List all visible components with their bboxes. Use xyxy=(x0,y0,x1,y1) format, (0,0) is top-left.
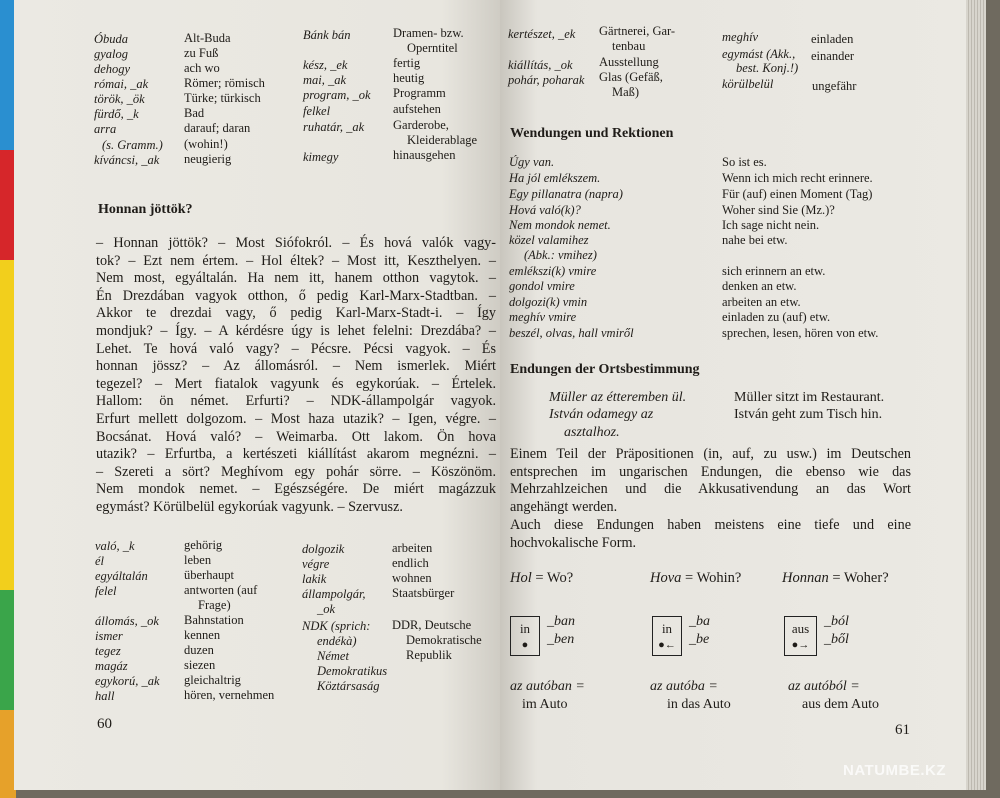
explanation-paragraph-2 xyxy=(510,517,911,552)
vocab-hungarian: való, _k xyxy=(95,539,135,553)
location-dot-icon: ●→ xyxy=(791,639,810,651)
phrase-german: sprechen, lesen, hören von etw. xyxy=(722,326,879,340)
vocab-german: antworten (auf xyxy=(184,583,258,597)
vocab-german: Frage) xyxy=(198,598,231,612)
vocab-hungarian: lakik xyxy=(302,572,327,586)
phrase-hungarian: Hová való(k)? xyxy=(509,203,581,217)
phrase-german: sich erinnern an etw. xyxy=(722,264,826,278)
ending-back-vowel: _ban xyxy=(547,614,575,629)
ending-front-vowel: _be xyxy=(689,632,710,647)
box-word: aus xyxy=(791,621,810,636)
vocab-german: Römer; römisch xyxy=(184,76,265,90)
phrase-hungarian: meghív vmire xyxy=(509,310,577,324)
vocab-german: Türke; türkisch xyxy=(184,91,261,105)
left-page xyxy=(14,0,500,790)
phrase-hungarian: emlékszi(k) vmire xyxy=(509,264,597,278)
auto-hungarian: az autóban = xyxy=(510,679,585,694)
vocab-hungarian: állampolgár, xyxy=(302,587,366,601)
phrase-hungarian: Úgy van. xyxy=(509,155,555,169)
vocab-german: Gärtnerei, Gar- xyxy=(599,24,676,38)
dialog-line: Lehet. Te hová való vagy? – Pécsre. Pécsi vagyok. – És xyxy=(96,340,496,357)
ending-back-vowel: _ba xyxy=(689,614,710,629)
example-hungarian: Müller az étteremben ül. xyxy=(549,390,687,405)
dialog-line: egymást? Körülbelül egykorúak vagyunk. – Szervusz. xyxy=(96,498,403,515)
endings-heading: Endungen der Ortsbestimmung xyxy=(510,362,700,377)
vocab-german: Alt-Buda xyxy=(184,31,231,45)
vocab-hungarian: kiállítás, _ok xyxy=(508,58,573,72)
vocab-hungarian: dehogy xyxy=(94,62,131,76)
dialog-line: Akkor te drezdai vagy, ő pedig Karl-Marx-Stadt-i. – Így xyxy=(96,305,496,322)
vocab-german: neugierig xyxy=(184,152,232,166)
phrase-hungarian: (Abk.: vmihez) xyxy=(524,248,597,262)
vocab-german: Maß) xyxy=(612,85,640,99)
auto-hungarian: az autóból = xyxy=(788,679,860,694)
right-page xyxy=(500,0,966,790)
vocab-german: arbeiten xyxy=(392,541,433,555)
phrases-heading: Wendungen und Rektionen xyxy=(510,126,674,141)
dialog-line: mondjuk? – Így. – A kérdésre úgy is lehet felelni: Drezdába? – xyxy=(96,322,496,339)
vocab-german: siezen xyxy=(184,658,216,672)
vocab-hungarian: Demokratikus xyxy=(317,664,388,678)
vocab-hungarian: best. Konj.!) xyxy=(736,61,799,75)
vocab-hungarian: török, _ök xyxy=(94,92,145,106)
paragraph-line: hochvokalische Form. xyxy=(510,534,637,551)
example-german: István geht zum Tisch hin. xyxy=(734,407,883,422)
ending-front-vowel: _ből xyxy=(824,632,849,647)
phrase-german: einladen zu (auf) etw. xyxy=(722,310,831,324)
vocab-german: DDR, Deutsche xyxy=(392,618,472,632)
vocab-hungarian: kész, _ek xyxy=(303,58,348,72)
vocab-hungarian: Óbuda xyxy=(94,32,129,46)
vocab-hungarian: egyáltalán xyxy=(95,569,148,583)
dialog-line: Nem mondok nemet. – Egészségére. De miért magázzuk xyxy=(96,481,496,498)
phrase-hungarian: Ha jól emlékszem. xyxy=(509,171,601,185)
dialog-line: Hallom: ön német. Erfurti? – NDK-állampolgár vagyok. xyxy=(96,393,496,410)
vocab-hungarian: meghív xyxy=(722,30,759,44)
vocab-german: Dramen- bzw. xyxy=(393,26,464,40)
vocab-german: endlich xyxy=(392,556,429,570)
dialog-heading: Honnan jöttök? xyxy=(98,202,193,217)
vocab-german: wohnen xyxy=(392,571,432,585)
dialog-line: tok? – Ezt nem értem. – Hol éltek? – Most itt, Keszthelyen. – xyxy=(96,252,496,269)
vocab-german: Kleiderablage xyxy=(407,133,478,147)
phrase-hungarian: dolgozi(k) vmin xyxy=(509,295,588,309)
vocab-hungarian: pohár, poharak xyxy=(508,73,585,87)
vocab-german: darauf; daran xyxy=(184,121,251,135)
vocab-german: Demokratische xyxy=(406,633,482,647)
vocab-german: gleichaltrig xyxy=(184,673,241,687)
vocab-german: tenbau xyxy=(612,39,646,53)
vocab-hungarian: állomás, _ok xyxy=(95,614,159,628)
vocab-german: duzen xyxy=(184,643,214,657)
vocab-german: ach wo xyxy=(184,61,220,75)
vocab-german: Programm xyxy=(393,86,446,100)
phrase-german: Wenn ich mich recht erinnere. xyxy=(722,171,873,185)
vocab-german: Garderobe, xyxy=(393,118,449,132)
question-word xyxy=(782,570,889,587)
vocab-german: fertig xyxy=(393,56,421,70)
vocab-hungarian: NDK (sprich: xyxy=(302,619,371,633)
vocab-hungarian: hall xyxy=(95,689,115,703)
vocab-hungarian: ismer xyxy=(95,629,123,643)
vocab-german: kennen xyxy=(184,628,221,642)
vocab-german: heutig xyxy=(393,71,425,85)
vocab-hungarian: gyalog xyxy=(94,47,129,61)
ending-box xyxy=(652,616,682,656)
dialog-line: – Szereti a sört? Meghívom egy pohár sörre. – Köszönöm. xyxy=(96,463,496,480)
example-german: Müller sitzt im Restaurant. xyxy=(734,390,885,405)
page-number-right: 61 xyxy=(895,722,910,738)
watermark-text: NATUMBE.KZ xyxy=(843,762,947,779)
paragraph-line: Einem Teil der Präpositionen (in, auf, zu usw.) im Deutschen xyxy=(510,446,911,462)
question-german: = Wo? xyxy=(535,570,574,586)
vocab-german: Ausstellung xyxy=(599,55,659,69)
vocab-german: leben xyxy=(184,553,212,567)
auto-german: aus dem Auto xyxy=(802,697,879,712)
page-edges xyxy=(966,0,986,790)
vocab-hungarian: (s. Gramm.) xyxy=(102,138,163,152)
dialog-line: utazik? – Erfurtba, a kertészeti kiállítást akarom megnézni. – xyxy=(96,446,496,463)
question-hungarian: Honnan xyxy=(782,570,833,586)
dialog-line: – Honnan jöttök? – Most Siófokról. – És hová valók vagy- xyxy=(96,235,496,251)
dialog-line: Erfurt mellett dolgozom. – Most haza utazik? – Igen, végre. – xyxy=(96,410,496,427)
vocab-hungarian: egymást (Akk., xyxy=(722,47,796,61)
location-dot-icon: ● xyxy=(521,639,529,651)
vocab-hungarian: felkel xyxy=(303,104,331,118)
paragraph-line: Auch diese Endungen haben meistens eine tiefe und eine xyxy=(510,517,911,533)
phrase-hungarian: Nem mondok nemet. xyxy=(509,218,611,232)
question-word xyxy=(650,570,741,587)
ending-box xyxy=(784,616,817,656)
vocab-german: (wohin!) xyxy=(184,137,228,151)
phrase-german: nahe bei etw. xyxy=(722,233,788,247)
ending-box xyxy=(510,616,540,656)
vocab-hungarian: _ok xyxy=(317,602,336,616)
vocab-hungarian: fürdő, _k xyxy=(94,107,139,121)
vocab-hungarian: körülbelül xyxy=(722,77,774,91)
page-number-left: 60 xyxy=(97,716,112,732)
paragraph-line: Mehrzahlzeichen und die Akkusativendung an das Wort xyxy=(510,481,911,498)
vocab-hungarian: ruhatár, _ak xyxy=(303,120,365,134)
explanation-paragraph xyxy=(510,446,911,516)
vocab-german: Bahnstation xyxy=(184,613,244,627)
location-dot-icon: ●← xyxy=(658,639,676,651)
vocab-german: Operntitel xyxy=(407,41,458,55)
example-hungarian: asztalhoz. xyxy=(564,425,620,440)
vocab-hungarian: Német xyxy=(317,649,349,663)
auto-german: in das Auto xyxy=(667,697,731,712)
vocab-hungarian: arra xyxy=(94,122,117,136)
dialog-line: Én Drezdában vagyok otthon, ő pedig Karl-Marx-Stadtban. – xyxy=(96,287,496,304)
vocab-german: überhaupt xyxy=(184,568,234,582)
vocab-hungarian: endékà) xyxy=(317,634,357,648)
vocab-hungarian: római, _ak xyxy=(94,77,149,91)
dialog-line: Bocsánat. Hová való? – Weimarba. Ott lakom. Ön hova xyxy=(96,428,496,445)
example-hungarian: István odamegy az xyxy=(549,407,654,422)
question-hungarian: Hol xyxy=(510,570,536,586)
dialog-line: tegezel? – Mert fiatalok vagyunk és egykorúak. – Értelek. xyxy=(96,375,496,392)
dialog-text xyxy=(96,235,496,517)
vocab-german: Republik xyxy=(406,648,452,662)
auto-german: im Auto xyxy=(522,697,568,712)
phrase-german: Für (auf) einen Moment (Tag) xyxy=(722,187,873,201)
vocab-german: ungefähr xyxy=(812,79,857,93)
vocab-hungarian: Bánk bán xyxy=(303,28,351,42)
phrase-german: Ich sage nicht nein. xyxy=(722,218,820,232)
vocab-german: Bad xyxy=(184,106,205,120)
vocab-hungarian: végre xyxy=(302,557,330,571)
dialog-line: Nem most, egyáltalán. Ha nem itt, hanem otthon vagytok. – xyxy=(96,270,496,287)
phrase-hungarian: beszél, olvas, hall vmiről xyxy=(509,326,634,340)
phrase-hungarian: gondol vmire xyxy=(509,279,575,293)
vocab-hungarian: kimegy xyxy=(303,150,339,164)
phrase-german: denken an etw. xyxy=(722,279,797,293)
auto-hungarian: az autóba = xyxy=(650,679,718,694)
question-hungarian: Hova xyxy=(650,570,686,586)
vocab-hungarian: mai, _ak xyxy=(303,73,347,87)
vocab-hungarian: program, _ok xyxy=(303,88,371,102)
ending-front-vowel: _ben xyxy=(547,632,575,647)
question-word xyxy=(510,570,573,587)
vocab-hungarian: Köztársaság xyxy=(317,679,380,693)
vocab-hungarian: dolgozik xyxy=(302,542,345,556)
phrase-hungarian: közel valamihez xyxy=(509,233,589,247)
phrase-german: So ist es. xyxy=(722,155,767,169)
vocab-german: Staatsbürger xyxy=(392,586,455,600)
vocab-german: gehörig xyxy=(184,538,223,552)
ending-back-vowel: _ból xyxy=(824,614,849,629)
vocab-hungarian: magáz xyxy=(95,659,128,673)
vocab-german: aufstehen xyxy=(393,102,441,116)
vocab-german: hören, vernehmen xyxy=(184,688,275,702)
box-word: in xyxy=(661,621,673,636)
question-german: = Wohin? xyxy=(685,570,742,586)
vocab-hungarian: kíváncsi, _ak xyxy=(94,153,160,167)
paragraph-line: entsprechen im ungarischen Endungen, die ebenso wie das xyxy=(510,463,911,480)
vocab-hungarian: egykorú, _ak xyxy=(95,674,160,688)
phrase-german: Woher sind Sie (Mz.)? xyxy=(722,203,835,217)
question-german: = Woher? xyxy=(832,570,889,586)
vocab-hungarian: kertészet, _ek xyxy=(508,27,576,41)
dialog-line: honnan jössz? – Az állomásról. – Nem ismerlek. Miért xyxy=(96,358,496,375)
vocab-german: einander xyxy=(811,49,855,63)
vocab-hungarian: felel xyxy=(95,584,117,598)
vocab-german: hinausgehen xyxy=(393,148,456,162)
vocab-german: einladen xyxy=(811,32,854,46)
vocab-hungarian: él xyxy=(95,554,105,568)
box-word: in xyxy=(519,621,531,636)
paragraph-line: angehängt werden. xyxy=(510,498,618,515)
vocab-hungarian: tegez xyxy=(95,644,121,658)
phrase-hungarian: Egy pillanatra (napra) xyxy=(509,187,623,201)
vocab-german: zu Fuß xyxy=(184,46,219,60)
phrase-german: arbeiten an etw. xyxy=(722,295,801,309)
vocab-german: Glas (Gefäß, xyxy=(599,70,663,84)
